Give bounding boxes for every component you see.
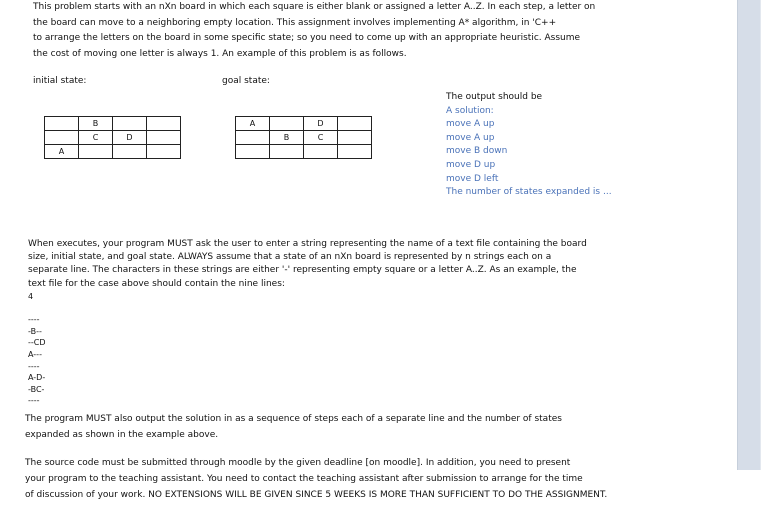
board-cell: A (236, 117, 270, 131)
board-cell (79, 145, 113, 159)
board-cell (236, 131, 270, 145)
intro-line: to arrange the letters on the board in some specific state; so you need to come up with an appropriate heuristic. Assume (33, 33, 581, 43)
board-cell: A (45, 145, 79, 159)
output-line: The number of states expanded is ... (446, 187, 612, 198)
instructions-line: text file for the case above should contain the nine lines: (28, 278, 285, 289)
board-cell: C (304, 131, 338, 145)
board-cell (113, 145, 147, 159)
file-line: -BC- (28, 384, 45, 394)
board-cell (338, 131, 372, 145)
board-cell (338, 117, 372, 131)
output-line: move D left (446, 173, 499, 184)
submission-line: your program to the teaching assistant. You need to contact the teaching assistant after submission to arrange for the time (25, 474, 583, 484)
board-cell (45, 131, 79, 145)
goal-state-label: goal state: (222, 76, 270, 86)
instructions-line: size, initial state, and goal state. ALWAYS assume that a state of an nXn board is represented by n strings each on a (28, 252, 552, 263)
intro-line: the board can move to a neighboring empty location. This assignment involves implementing A* algorithm, in 'C++ (33, 17, 557, 28)
board-cell (113, 117, 147, 131)
instructions-line: When executes, your program MUST ask the user to enter a string representing the name of a text file containing the board (28, 239, 587, 249)
board-cell: D (113, 131, 147, 145)
file-line (28, 303, 46, 315)
output-note-line: The program MUST also output the solution in as a sequence of steps each of a separate line and the number of states (25, 414, 562, 424)
goal-state-board (235, 116, 372, 159)
file-line: A--- (28, 349, 42, 359)
intro-line: This problem starts with an nXn board in which each square is either blank or assigned a letter A..Z. In each step, a letter on (33, 2, 596, 12)
output-line: move B down (446, 146, 508, 157)
expected-output-block (446, 91, 612, 200)
board-cell (270, 117, 304, 131)
output-heading: The output should be (446, 92, 543, 102)
intro-paragraph (33, 0, 595, 62)
vertical-scrollbar[interactable] (737, 0, 761, 470)
submission-paragraph (25, 455, 607, 503)
initial-state-board (44, 116, 181, 159)
file-line: 4 (28, 292, 34, 301)
instructions-paragraph (28, 238, 587, 291)
file-line: ---- (28, 361, 40, 371)
scrollbar-thumb[interactable] (737, 0, 760, 470)
board-cell: D (304, 117, 338, 131)
board-cell (147, 117, 181, 131)
output-line: move A up (446, 119, 495, 130)
submission-line: of discussion of your work. NO EXTENSIONS WILL BE GIVEN SINCE 5 WEEKS IS MORE THAN SUFFICIENT TO DO THE ASSIGNMENT. (25, 490, 608, 500)
board-cell (270, 145, 304, 159)
instructions-line: separate line. The characters in these strings are either '-' representing empty square or a letter A..Z. As an example, the (28, 265, 577, 276)
board-cell (236, 145, 270, 159)
initial-state-label: initial state: (33, 76, 87, 86)
board-cell (147, 131, 181, 145)
file-line: A-D- (28, 373, 46, 383)
output-line: move D up (446, 159, 496, 170)
file-line: ---- (28, 315, 40, 325)
board-cell (147, 145, 181, 159)
output-note-line: expanded as shown in the example above. (25, 430, 219, 440)
file-line: ---- (28, 396, 40, 406)
submission-line: The source code must be submitted through moodle by the given deadline [on moodle]. In addition, you need to present (25, 458, 571, 468)
board-cell: C (79, 131, 113, 145)
board-cell: B (270, 131, 304, 145)
board-cell (45, 117, 79, 131)
board-cell (304, 145, 338, 159)
example-file-contents (28, 291, 46, 407)
board-cell: B (79, 117, 113, 131)
intro-line: the cost of moving one letter is always 1. An example of this problem is as follows. (33, 48, 407, 59)
file-line: -B-- (28, 326, 42, 336)
output-note-paragraph (25, 411, 562, 443)
output-line: move A up (446, 132, 495, 143)
file-line: --CD (28, 338, 46, 348)
board-cell (338, 145, 372, 159)
output-line: A solution: (446, 105, 494, 116)
